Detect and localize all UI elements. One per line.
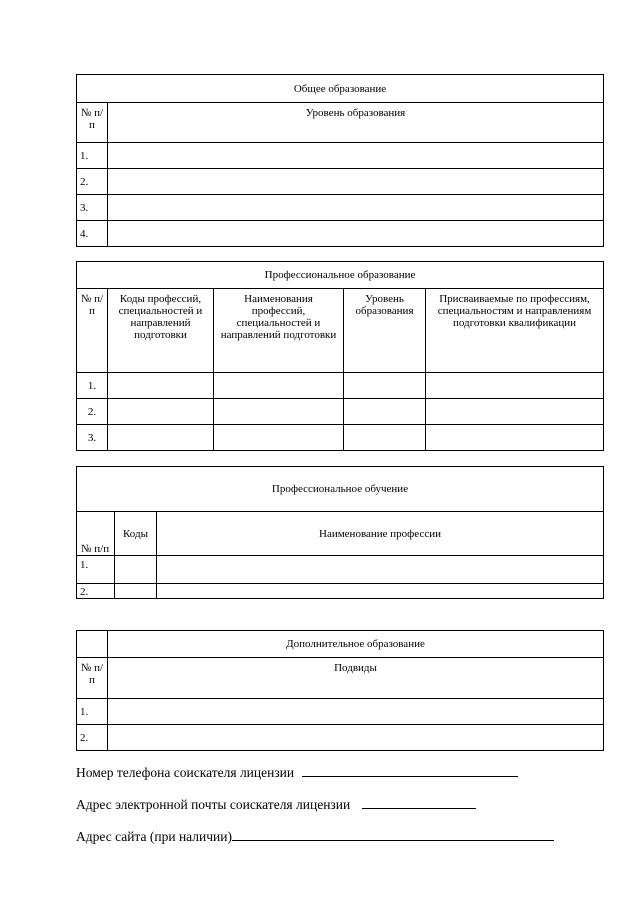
- level-cell[interactable]: [344, 373, 426, 399]
- professional-education-table: [76, 261, 604, 451]
- col-profession-name-header: Наименование профессии: [157, 512, 604, 556]
- email-label: Адрес электронной почты соискателя лицензии: [76, 797, 351, 812]
- professional-training-title: Профессиональное обучение: [77, 467, 604, 512]
- codes-cell[interactable]: [115, 584, 157, 599]
- row-number: 1.: [77, 143, 108, 169]
- codes-cell[interactable]: [115, 556, 157, 584]
- site-label: Адрес сайта (при наличии): [76, 829, 232, 844]
- col-codes-header: Коды профессий, специальностей и направлений подготовки: [108, 289, 214, 373]
- general-education-table: [76, 74, 604, 247]
- email-input-line[interactable]: [362, 796, 476, 809]
- codes-cell[interactable]: [108, 425, 214, 451]
- level-cell[interactable]: [344, 425, 426, 451]
- row-number: 3.: [77, 195, 108, 221]
- phone-input-line[interactable]: [302, 764, 518, 777]
- additional-education-table: [76, 630, 604, 751]
- education-level-cell[interactable]: [108, 143, 604, 169]
- subtypes-cell[interactable]: [108, 725, 604, 751]
- professional-education-title: Профессиональное образование: [77, 262, 604, 289]
- level-cell[interactable]: [344, 399, 426, 425]
- col-education-level-header: Уровень образования: [108, 103, 604, 143]
- row-number: 4.: [77, 221, 108, 247]
- general-education-title: Общее образование: [77, 75, 604, 103]
- col-codes-header: Коды: [115, 512, 157, 556]
- empty-corner-cell: [77, 631, 108, 658]
- profession-name-cell[interactable]: [157, 556, 604, 584]
- col-names-header: Наименования профессий, специальностей и направлений подготовки: [214, 289, 344, 373]
- row-number: 1.: [77, 373, 108, 399]
- site-field: [76, 828, 554, 845]
- col-qualification-header: Присваиваемые по профессиям, специальностям и направлениям подготовки квалификации: [426, 289, 604, 373]
- qualification-cell[interactable]: [426, 425, 604, 451]
- professional-training-table: [76, 466, 604, 599]
- col-number-header: № п/п: [77, 512, 115, 556]
- education-level-cell[interactable]: [108, 221, 604, 247]
- names-cell[interactable]: [214, 399, 344, 425]
- col-number-header: № п/п: [77, 103, 108, 143]
- row-number: 2.: [77, 584, 115, 599]
- row-number: 1.: [77, 699, 108, 725]
- col-number-header: № п/п: [77, 658, 108, 699]
- col-number-header: № п/п: [77, 289, 108, 373]
- email-field: [76, 796, 476, 813]
- row-number: 2.: [77, 399, 108, 425]
- education-level-cell[interactable]: [108, 169, 604, 195]
- qualification-cell[interactable]: [426, 399, 604, 425]
- education-level-cell[interactable]: [108, 195, 604, 221]
- additional-education-title: Дополнительное образование: [108, 631, 604, 658]
- qualification-cell[interactable]: [426, 373, 604, 399]
- row-number: 2.: [77, 169, 108, 195]
- subtypes-cell[interactable]: [108, 699, 604, 725]
- row-number: 3.: [77, 425, 108, 451]
- phone-field: [76, 764, 518, 781]
- phone-label: Номер телефона соискателя лицензии: [76, 765, 295, 780]
- profession-name-cell[interactable]: [157, 584, 604, 599]
- row-number: 2.: [77, 725, 108, 751]
- codes-cell[interactable]: [108, 373, 214, 399]
- row-number: 1.: [77, 556, 115, 584]
- names-cell[interactable]: [214, 425, 344, 451]
- codes-cell[interactable]: [108, 399, 214, 425]
- site-input-line[interactable]: [232, 828, 554, 841]
- col-subtypes-header: Подвиды: [108, 658, 604, 699]
- col-level-header: Уровень образования: [344, 289, 426, 373]
- names-cell[interactable]: [214, 373, 344, 399]
